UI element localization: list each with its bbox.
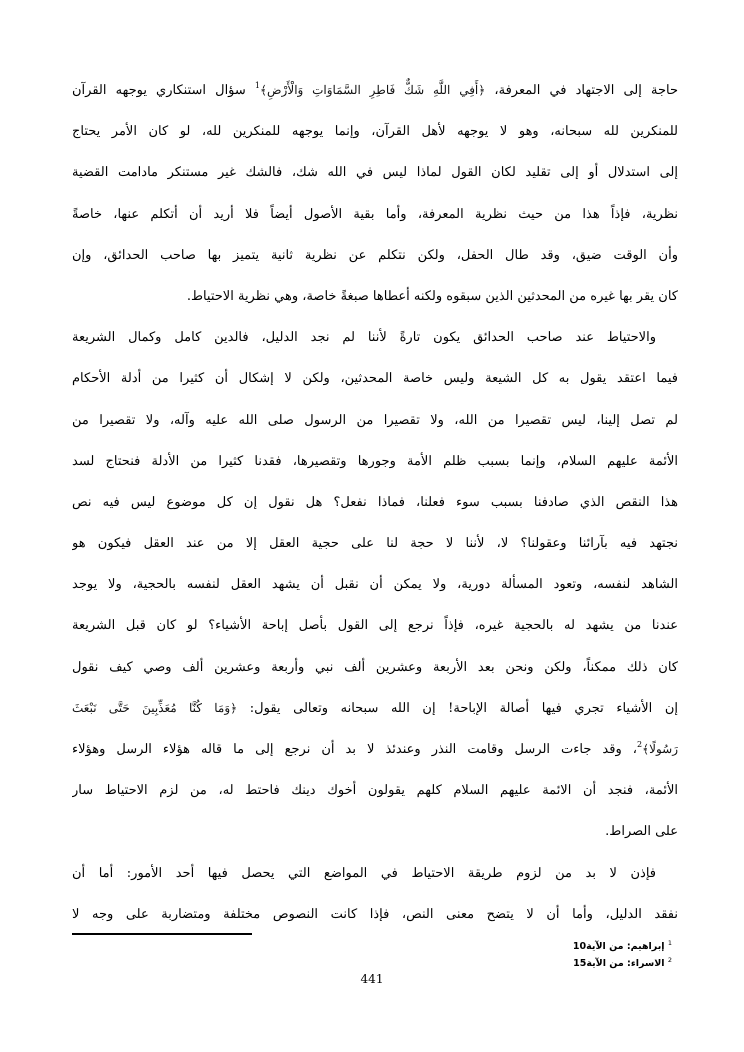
- text-line: فيما اعتقد يقول به كل الشيعة وليس خاصة المحدثين، ولكن لا إشكال أن كثيرا من أدلة الأحكام: [72, 371, 678, 387]
- text-line: نظرية، فإذاً هذا من حيث نظرية المعرفة، وأما بقية الأصول أيضاً فلا أريد أن أتكلم عنها، خاصةً: [72, 206, 678, 222]
- quran-verse: رَسُولًا﴾: [642, 742, 678, 756]
- footnote-number: 2: [667, 956, 672, 964]
- text-line: نفقد الدليل، وأما أن لا يتضح معنى النص، فإذا كانت النصوص مختلفة ومتضاربة على وجه لا: [72, 906, 678, 922]
- paragraph-first-line: والاحتياط عند صاحب الحدائق يكون تارةً لأننا لم نجد الدليل، فالدين كامل وكمال الشريعة: [72, 330, 656, 346]
- page-number: 441: [360, 972, 384, 986]
- footnotes: [372, 938, 672, 972]
- text-line: إلى استدلال أو إلى تقليد لكان القول لماذا ليس في الله شك، فالشك غير مستنكر مادامت القضية: [72, 165, 678, 181]
- text-line: عندنا من يشهد له بالحجية غيره، فإذاً نرجع إلى القول بأصل إباحة الأشياء؟ لو كان قبل الشريعة: [72, 618, 678, 634]
- text-line: لم تصل إلينا، ليس تقصيرا من الله، ولا تقصيرا من الرسول صلى الله عليه وآله، ولا تقصيرا من: [72, 412, 678, 428]
- footnote-separator: [72, 933, 252, 935]
- text-line: كان ذلك ممكناً، ولكن ونحن بعد الأربعة وعشرين ألف نبي وأربعة وعشرين ألف وصي كيف نقول: [72, 659, 678, 675]
- footnote-ref: 2: [636, 740, 643, 749]
- line-text: سؤال استنكاري يوجهه القرآن: [72, 83, 255, 98]
- text-line: [72, 729, 678, 770]
- text-line: للمنكرين لله سبحانه، وهو لا يوجهه لأهل القرآن، وإنما يوجهه للمنكرين لله، لو كان الأمر يحتاج: [72, 124, 678, 140]
- footnote-item: [372, 938, 672, 955]
- text-line: وأن الوقت ضيق، وقد طال الحفل، ولكن نتكلم عن نظرية ثانية يتميز بها صاحب الحدائق، وإن: [72, 247, 678, 263]
- body-text: [72, 70, 678, 935]
- text-line: [72, 70, 678, 111]
- text-line: على الصراط.: [605, 824, 678, 840]
- text-line: الأئمة عليهم السلام، وإنما بسبب ظلم الأمة وجورها وتقصيرها، فقدنا كثيرا من الأدلة فنحتاج لسد: [72, 453, 678, 469]
- quran-verse: ﴿أَفِي اللَّهِ شَكٌّ فَاطِرِ السَّمَاوَاتِ وَالْأَرْضِ﴾: [260, 83, 486, 97]
- text-line: [72, 688, 678, 729]
- quran-verse: ﴿وَمَا كُنَّا مُعَذِّبِينَ حَتَّى نَبْعَثَ: [72, 700, 238, 715]
- line-text: إن الأشياء تجري فيها أصالة الإباحة! إن الله سبحانه وتعالى يقول:: [237, 700, 678, 716]
- text-line: نجتهد فيه بآرائنا وعقولنا؟ لا، لأننا لا حجة لنا على حجية العقل إلا من عند العقل فيكون هو: [72, 536, 678, 552]
- footnote-text: إبراهيم: من الآية10: [572, 941, 665, 952]
- text-line: كان يقر بها غيره من المحدثين الذين سبقوه ولكنه أعطاها صبغةً خاصة، وهي نظرية الاحتياط.: [186, 288, 678, 304]
- text-line: هذا النقص الذي صادفنا بسبب سوء فعلنا، فماذا نفعل؟ هل نقول إن كل موضوع ليس فيه نص: [72, 494, 678, 510]
- footnote-text: الاسراء: من الآية15: [573, 958, 665, 969]
- text-line: الشاهد لنفسه، وتعود المسألة دورية، ولا يمكن أن نقبل أن يشهد العقل لنفسه بالحجية، ولا يوجد: [72, 577, 678, 593]
- text-line: الأئمة، فنجد أن الائمة عليهم السلام كلهم يقولون أخوك دينك فاحتط له، من لزم الاحتياط سار: [72, 783, 678, 799]
- paragraph-first-line: فإذن لا بد من لزوم طريقة الاحتياط في المواضع التي يحصل فيها أحد الأمور: أما أن: [72, 865, 656, 881]
- footnote-number: 1: [667, 939, 672, 947]
- footnote-ref: 1: [254, 81, 261, 90]
- footnote-item: [372, 955, 672, 972]
- line-text: ، وقد جاءت الرسل وقامت النذر وعندئذ لا بد أن نرجع إلى ما قاله هؤلاء الرسل وهؤلاء: [72, 742, 637, 757]
- line-text: حاجة إلى الاجتهاد في المعرفة،: [485, 83, 678, 98]
